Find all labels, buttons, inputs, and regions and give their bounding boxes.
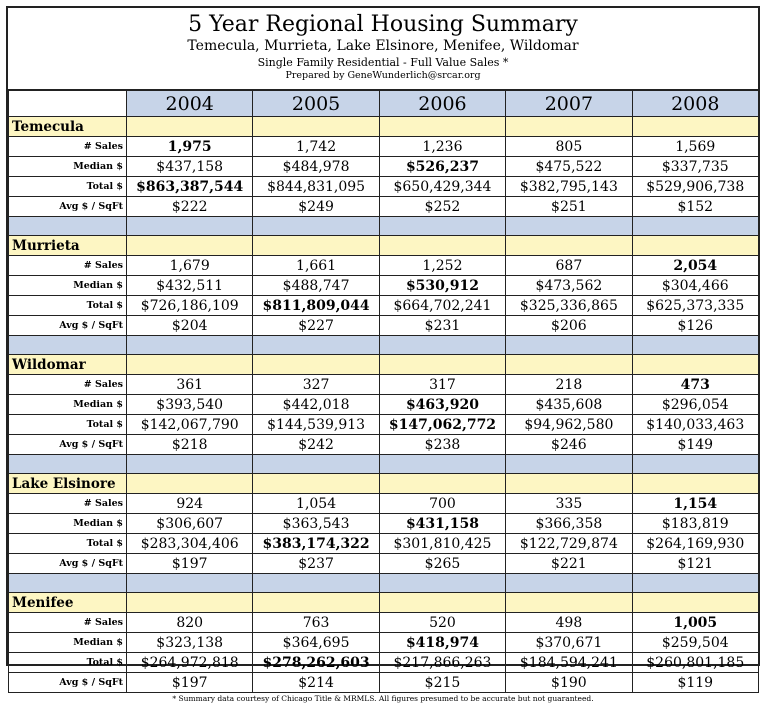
table-cell: $475,522 — [506, 157, 632, 177]
table-cell: $206 — [506, 316, 632, 336]
table-cell: $197 — [127, 554, 253, 574]
table-cell: $142,067,790 — [127, 415, 253, 435]
separator-cell — [9, 217, 127, 236]
city-name: Wildomar — [9, 355, 127, 375]
table-cell: $431,158 — [379, 514, 505, 534]
table-cell: 1,054 — [253, 494, 379, 514]
row-label: Total $ — [9, 415, 127, 435]
row-label: Avg $ / SqFt — [9, 554, 127, 574]
table-cell: $227 — [253, 316, 379, 336]
year-header: 2006 — [379, 91, 505, 117]
table-cell: $221 — [506, 554, 632, 574]
separator-cell — [632, 574, 758, 593]
table-cell: $526,237 — [379, 157, 505, 177]
document-header — [8, 8, 758, 90]
table-cell: $337,735 — [632, 157, 758, 177]
table-cell: 805 — [506, 137, 632, 157]
table-cell: $364,695 — [253, 633, 379, 653]
table-cell: $121 — [632, 554, 758, 574]
city-header-fill — [379, 355, 505, 375]
table-cell: $325,336,865 — [506, 296, 632, 316]
table-cell: $215 — [379, 673, 505, 693]
table-cell: $204 — [127, 316, 253, 336]
row-label: Total $ — [9, 177, 127, 197]
year-header: 2005 — [253, 91, 379, 117]
table-cell: 361 — [127, 375, 253, 395]
table-cell: 1,975 — [127, 137, 253, 157]
table-cell: $122,729,874 — [506, 534, 632, 554]
summary-document — [6, 6, 760, 703]
avg-sqft-row — [9, 316, 759, 336]
row-label: # Sales — [9, 613, 127, 633]
city-header-fill — [253, 474, 379, 494]
city-header-fill — [632, 355, 758, 375]
row-label: Total $ — [9, 534, 127, 554]
housing-summary-table — [8, 90, 759, 693]
city-header-fill — [632, 117, 758, 137]
table-cell: $625,373,335 — [632, 296, 758, 316]
table-cell: $119 — [632, 673, 758, 693]
row-label: Avg $ / SqFt — [9, 316, 127, 336]
table-cell: $530,912 — [379, 276, 505, 296]
city-name: Menifee — [9, 593, 127, 613]
year-header: 2008 — [632, 91, 758, 117]
table-cell: $432,511 — [127, 276, 253, 296]
separator-cell — [379, 574, 505, 593]
row-label: Median $ — [9, 276, 127, 296]
avg-sqft-row — [9, 197, 759, 217]
city-header-row — [9, 593, 759, 613]
separator-cell — [506, 217, 632, 236]
table-cell: 2,054 — [632, 256, 758, 276]
table-cell: $844,831,095 — [253, 177, 379, 197]
avg-sqft-row — [9, 673, 759, 693]
city-header-fill — [379, 236, 505, 256]
table-cell: $664,702,241 — [379, 296, 505, 316]
row-label: Avg $ / SqFt — [9, 435, 127, 455]
table-cell: $383,174,322 — [253, 534, 379, 554]
city-header-fill — [253, 117, 379, 137]
prepared-by-line: Prepared by GeneWunderlich@srcar.org — [285, 70, 481, 81]
row-label: # Sales — [9, 137, 127, 157]
row-label: Total $ — [9, 653, 127, 673]
separator-cell — [379, 336, 505, 355]
separator-cell — [506, 574, 632, 593]
table-cell: 1,679 — [127, 256, 253, 276]
separator-cell — [9, 574, 127, 593]
city-header-fill — [127, 236, 253, 256]
separator-row — [9, 336, 759, 355]
city-header-fill — [506, 474, 632, 494]
table-cell: $184,594,241 — [506, 653, 632, 673]
table-cell: $249 — [253, 197, 379, 217]
city-header-fill — [632, 236, 758, 256]
city-header-fill — [127, 117, 253, 137]
total-row — [9, 534, 759, 554]
separator-row — [9, 574, 759, 593]
total-row — [9, 415, 759, 435]
table-cell: $252 — [379, 197, 505, 217]
table-cell: $260,801,185 — [632, 653, 758, 673]
city-header-fill — [506, 355, 632, 375]
table-cell: $370,671 — [506, 633, 632, 653]
city-header-fill — [253, 355, 379, 375]
separator-cell — [632, 455, 758, 474]
table-cell: 687 — [506, 256, 632, 276]
table-cell: $323,138 — [127, 633, 253, 653]
table-cell: $152 — [632, 197, 758, 217]
separator-cell — [9, 455, 127, 474]
table-cell: $726,186,109 — [127, 296, 253, 316]
table-cell: $251 — [506, 197, 632, 217]
table-cell: $811,809,044 — [253, 296, 379, 316]
separator-cell — [253, 574, 379, 593]
city-header-row — [9, 236, 759, 256]
city-header-fill — [379, 474, 505, 494]
total-row — [9, 296, 759, 316]
table-cell: $246 — [506, 435, 632, 455]
separator-cell — [9, 336, 127, 355]
separator-row — [9, 217, 759, 236]
city-header-row — [9, 474, 759, 494]
year-header: 2007 — [506, 91, 632, 117]
year-header-row — [9, 91, 759, 117]
table-cell: $382,795,143 — [506, 177, 632, 197]
table-cell: 335 — [506, 494, 632, 514]
separator-cell — [127, 574, 253, 593]
table-cell: $217,866,263 — [379, 653, 505, 673]
avg-sqft-row — [9, 554, 759, 574]
row-label: Median $ — [9, 633, 127, 653]
table-cell: $218 — [127, 435, 253, 455]
table-cell: 520 — [379, 613, 505, 633]
separator-cell — [253, 336, 379, 355]
avg-sqft-row — [9, 435, 759, 455]
row-label: Total $ — [9, 296, 127, 316]
table-cell: $366,358 — [506, 514, 632, 534]
city-header-row — [9, 355, 759, 375]
city-header-fill — [506, 593, 632, 613]
city-header-fill — [506, 117, 632, 137]
table-cell: 1,252 — [379, 256, 505, 276]
table-cell: 1,569 — [632, 137, 758, 157]
table-cell: 498 — [506, 613, 632, 633]
city-header-fill — [253, 236, 379, 256]
median-row — [9, 276, 759, 296]
separator-cell — [379, 455, 505, 474]
median-row — [9, 514, 759, 534]
median-row — [9, 633, 759, 653]
table-cell: $463,920 — [379, 395, 505, 415]
table-cell: $190 — [506, 673, 632, 693]
table-cell: $484,978 — [253, 157, 379, 177]
table-cell: $265 — [379, 554, 505, 574]
table-cell: $650,429,344 — [379, 177, 505, 197]
table-cell: 317 — [379, 375, 505, 395]
separator-cell — [506, 455, 632, 474]
city-name: Temecula — [9, 117, 127, 137]
city-header-fill — [632, 593, 758, 613]
total-row — [9, 653, 759, 673]
city-header-row — [9, 117, 759, 137]
separator-cell — [253, 455, 379, 474]
city-header-fill — [127, 593, 253, 613]
table-cell: $237 — [253, 554, 379, 574]
table-cell: $418,974 — [379, 633, 505, 653]
table-cell: $144,539,913 — [253, 415, 379, 435]
table-cell: $94,962,580 — [506, 415, 632, 435]
median-row — [9, 157, 759, 177]
table-cell: $147,062,772 — [379, 415, 505, 435]
table-cell: $296,054 — [632, 395, 758, 415]
table-cell: $488,747 — [253, 276, 379, 296]
page-subtitle: Temecula, Murrieta, Lake Elsinore, Menifee, Wildomar — [187, 38, 579, 54]
table-cell: 327 — [253, 375, 379, 395]
table-cell: $301,810,425 — [379, 534, 505, 554]
row-label: Avg $ / SqFt — [9, 673, 127, 693]
table-cell: 700 — [379, 494, 505, 514]
table-cell: $442,018 — [253, 395, 379, 415]
separator-cell — [253, 217, 379, 236]
table-cell: $283,304,406 — [127, 534, 253, 554]
median-row — [9, 395, 759, 415]
table-cell: $278,262,603 — [253, 653, 379, 673]
total-row — [9, 177, 759, 197]
city-header-fill — [506, 236, 632, 256]
table-cell: $197 — [127, 673, 253, 693]
table-cell: 924 — [127, 494, 253, 514]
separator-cell — [379, 217, 505, 236]
table-cell: $863,387,544 — [127, 177, 253, 197]
footnote: * Summary data courtesy of Chicago Title & MRMLS. All figures presumed to be accurate but not guaranteed. — [172, 694, 594, 703]
table-cell: $231 — [379, 316, 505, 336]
separator-cell — [127, 336, 253, 355]
table-cell: 1,742 — [253, 137, 379, 157]
row-label: # Sales — [9, 494, 127, 514]
page-title: 5 Year Regional Housing Summary — [188, 12, 578, 37]
sales-row — [9, 613, 759, 633]
separator-cell — [632, 336, 758, 355]
sales-row — [9, 256, 759, 276]
table-cell: $435,608 — [506, 395, 632, 415]
separator-cell — [506, 336, 632, 355]
corner-cell — [9, 91, 127, 117]
table-cell: $264,169,930 — [632, 534, 758, 554]
table-cell: 1,005 — [632, 613, 758, 633]
year-header: 2004 — [127, 91, 253, 117]
table-cell: $259,504 — [632, 633, 758, 653]
table-cell: $304,466 — [632, 276, 758, 296]
row-label: Median $ — [9, 514, 127, 534]
separator-cell — [632, 217, 758, 236]
page-subtitle-secondary: Single Family Residential - Full Value Sales * — [257, 56, 509, 69]
sales-row — [9, 494, 759, 514]
table-cell: $306,607 — [127, 514, 253, 534]
table-cell: $149 — [632, 435, 758, 455]
row-label: # Sales — [9, 256, 127, 276]
table-cell: 473 — [632, 375, 758, 395]
sales-row — [9, 137, 759, 157]
table-cell: $363,543 — [253, 514, 379, 534]
city-name: Murrieta — [9, 236, 127, 256]
city-header-fill — [253, 593, 379, 613]
table-cell: $473,562 — [506, 276, 632, 296]
row-label: # Sales — [9, 375, 127, 395]
table-cell: 1,154 — [632, 494, 758, 514]
table-cell: $222 — [127, 197, 253, 217]
table-cell: $214 — [253, 673, 379, 693]
table-cell: $264,972,818 — [127, 653, 253, 673]
row-label: Median $ — [9, 157, 127, 177]
table-cell: $529,906,738 — [632, 177, 758, 197]
table-cell: 218 — [506, 375, 632, 395]
table-cell: $242 — [253, 435, 379, 455]
table-cell: $126 — [632, 316, 758, 336]
table-cell: 1,661 — [253, 256, 379, 276]
separator-cell — [127, 217, 253, 236]
table-cell: 1,236 — [379, 137, 505, 157]
table-cell: $437,158 — [127, 157, 253, 177]
city-header-fill — [632, 474, 758, 494]
separator-row — [9, 455, 759, 474]
table-cell: 763 — [253, 613, 379, 633]
table-cell: $183,819 — [632, 514, 758, 534]
city-header-fill — [379, 117, 505, 137]
city-header-fill — [127, 355, 253, 375]
table-cell: $140,033,463 — [632, 415, 758, 435]
city-header-fill — [379, 593, 505, 613]
city-name: Lake Elsinore — [9, 474, 127, 494]
table-cell: $393,540 — [127, 395, 253, 415]
sales-row — [9, 375, 759, 395]
row-label: Avg $ / SqFt — [9, 197, 127, 217]
table-cell: $238 — [379, 435, 505, 455]
row-label: Median $ — [9, 395, 127, 415]
city-header-fill — [127, 474, 253, 494]
separator-cell — [127, 455, 253, 474]
table-cell: 820 — [127, 613, 253, 633]
